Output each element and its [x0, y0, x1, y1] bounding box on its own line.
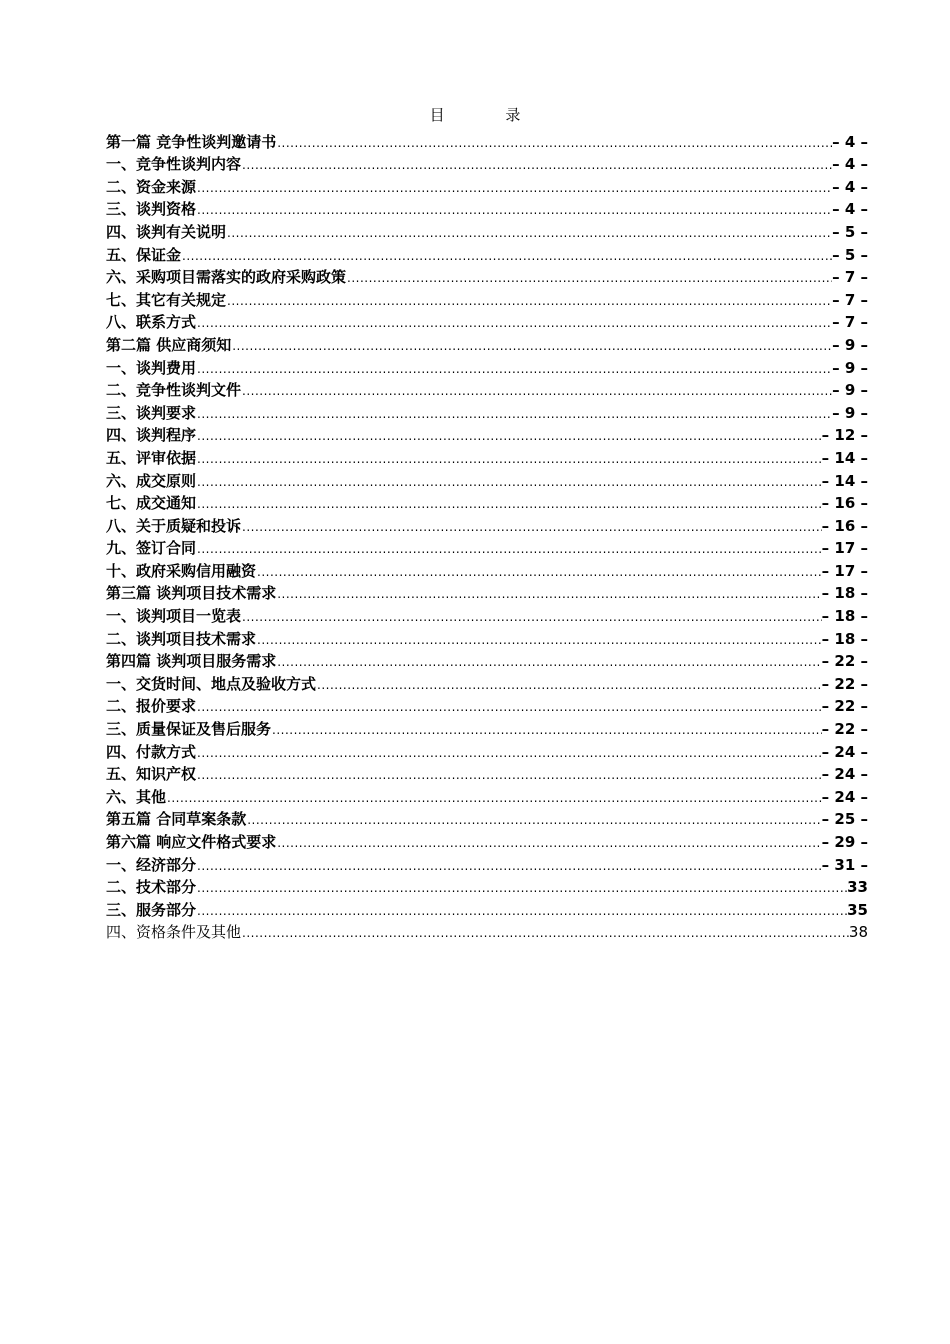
toc-entry[interactable]	[106, 649, 868, 672]
toc-dot-leader	[226, 292, 832, 310]
toc-entry-label: 七、其它有关规定	[106, 290, 227, 309]
toc-entry-page-number: – 16 –	[821, 494, 868, 513]
toc-dot-leader	[196, 540, 822, 558]
toc-entry-label: 四、付款方式	[106, 742, 197, 761]
toc-entry-page-number: – 9 –	[832, 403, 868, 422]
toc-dot-leader	[256, 563, 822, 581]
toc-entry[interactable]	[106, 174, 868, 197]
toc-dot-leader	[276, 585, 821, 603]
toc-entry-page-number: – 22 –	[821, 674, 868, 693]
toc-dot-leader	[196, 744, 822, 762]
toc-entry[interactable]	[106, 355, 868, 378]
toc-entry-page-number: – 24 –	[821, 742, 868, 761]
toc-dot-leader	[181, 247, 832, 265]
toc-entry-page-number: – 4 –	[832, 132, 868, 151]
toc-entry-label: 十、政府采购信用融资	[106, 561, 257, 580]
toc-dot-leader	[241, 382, 832, 400]
toc-entry[interactable]	[106, 378, 868, 401]
toc-entry[interactable]	[106, 920, 868, 943]
toc-entry[interactable]	[106, 242, 868, 265]
toc-dot-leader	[246, 811, 821, 829]
toc-entry-page-number: – 31 –	[821, 855, 868, 874]
toc-entry[interactable]	[106, 197, 868, 220]
toc-entry-page-number: 35	[847, 900, 868, 919]
toc-entry-label: 三、谈判要求	[106, 403, 197, 422]
toc-title: 目 录	[429, 106, 549, 124]
toc-entry[interactable]	[106, 491, 868, 514]
toc-entry-label: 八、关于质疑和投诉	[106, 516, 242, 535]
toc-entry-label: 一、谈判费用	[106, 358, 197, 377]
toc-entry[interactable]	[106, 332, 868, 355]
toc-entry-page-number: – 4 –	[832, 155, 868, 174]
toc-entry-label: 五、保证金	[106, 245, 182, 264]
toc-entry-label: 一、经济部分	[106, 855, 197, 874]
toc-entry-label: 第二篇 供应商须知	[106, 335, 232, 354]
toc-entry[interactable]	[106, 152, 868, 175]
toc-entry-page-number: – 4 –	[832, 200, 868, 219]
toc-entry-label: 二、资金来源	[106, 177, 197, 196]
toc-entry-page-number: – 17 –	[821, 539, 868, 558]
toc-entry-label: 第一篇 竞争性谈判邀请书	[106, 132, 277, 151]
toc-entry-label: 七、成交通知	[106, 494, 197, 513]
toc-entry-page-number: – 18 –	[821, 607, 868, 626]
toc-entry-label: 三、谈判资格	[106, 200, 197, 219]
toc-dot-leader	[231, 337, 832, 355]
toc-entry-label: 四、谈判有关说明	[106, 222, 227, 241]
toc-entry[interactable]	[106, 513, 868, 536]
toc-entry-page-number: – 17 –	[821, 561, 868, 580]
toc-entry-page-number: – 9 –	[832, 381, 868, 400]
toc-entry-label: 六、采购项目需落实的政府采购政策	[106, 268, 347, 287]
toc-entry-page-number: – 9 –	[832, 335, 868, 354]
toc-entry-label: 第四篇 谈判项目服务需求	[106, 652, 277, 671]
toc-dot-leader	[196, 360, 832, 378]
toc-dot-leader	[241, 518, 822, 536]
toc-entry-label: 六、成交原则	[106, 471, 197, 490]
toc-dot-leader	[276, 834, 821, 852]
toc-entry[interactable]	[106, 807, 868, 830]
toc-entry-page-number: 33	[847, 878, 868, 897]
toc-dot-leader	[196, 314, 832, 332]
toc-entry-label: 一、竞争性谈判内容	[106, 155, 242, 174]
toc-dot-leader	[241, 924, 849, 942]
toc-entry-page-number: – 16 –	[821, 516, 868, 535]
toc-entry-page-number: – 22 –	[821, 720, 868, 739]
toc-entry[interactable]	[106, 784, 868, 807]
toc-entry-label: 五、评审依据	[106, 448, 197, 467]
toc-entry[interactable]	[106, 581, 868, 604]
toc-entry-label: 三、质量保证及售后服务	[106, 720, 272, 739]
toc-entry-label: 六、其他	[106, 787, 167, 806]
toc-entry-label: 第六篇 响应文件格式要求	[106, 833, 277, 851]
toc-entry-page-number: – 9 –	[832, 358, 868, 377]
toc-entry[interactable]	[106, 558, 868, 581]
toc-entry-page-number: – 5 –	[832, 222, 868, 241]
toc-dot-leader	[196, 698, 822, 716]
toc-entry-label: 二、谈判项目技术需求	[106, 629, 257, 648]
toc-entry-label: 四、资格条件及其他	[106, 923, 242, 942]
toc-entry-page-number: – 24 –	[821, 765, 868, 784]
toc-entry-label: 二、报价要求	[106, 697, 197, 716]
toc-entry-page-number: 38	[848, 923, 868, 942]
toc-dot-leader	[196, 201, 832, 219]
toc-entry-page-number: – 14 –	[821, 471, 868, 490]
toc-dot-leader	[166, 789, 822, 807]
toc-entry-page-number: – 14 –	[821, 448, 868, 467]
toc-entry[interactable]	[106, 445, 868, 468]
toc-dot-leader	[196, 495, 822, 513]
toc-entry-page-number: – 7 –	[832, 313, 868, 332]
toc-dot-leader	[241, 608, 822, 626]
toc-dot-leader	[196, 427, 822, 445]
toc-entry-label: 八、联系方式	[106, 313, 197, 332]
toc-dot-leader	[196, 405, 832, 423]
toc-entry-page-number: – 24 –	[821, 787, 868, 806]
toc-entry[interactable]	[106, 265, 868, 288]
toc-entry[interactable]	[106, 829, 868, 852]
toc-dot-leader	[241, 156, 832, 174]
toc-dot-leader	[346, 269, 832, 287]
toc-entry-label: 一、交货时间、地点及验收方式	[106, 674, 317, 693]
toc-entry[interactable]	[106, 310, 868, 333]
toc-entry-label: 五、知识产权	[106, 765, 197, 784]
toc-entry[interactable]	[106, 129, 868, 152]
toc-entry-page-number: – 7 –	[832, 268, 868, 287]
toc-entry[interactable]	[106, 762, 868, 785]
toc-entry[interactable]	[106, 626, 868, 649]
toc-entry-page-number: – 7 –	[832, 290, 868, 309]
toc-entry[interactable]	[106, 671, 868, 694]
toc-entry[interactable]	[106, 400, 868, 423]
toc-entry[interactable]	[106, 603, 868, 626]
toc-entry[interactable]	[106, 716, 868, 739]
toc-entry-label: 四、谈判程序	[106, 426, 197, 445]
toc-entry[interactable]	[106, 536, 868, 559]
toc-entry-label: 九、签订合同	[106, 539, 197, 558]
toc-dot-leader	[196, 857, 822, 875]
toc-entry-label: 二、竞争性谈判文件	[106, 381, 242, 400]
toc-entry[interactable]	[106, 694, 868, 717]
toc-entry-page-number: – 22 –	[821, 697, 868, 716]
toc-entry-page-number: – 5 –	[832, 245, 868, 264]
toc-entry-page-number: – 18 –	[821, 584, 868, 603]
toc-dot-leader	[196, 179, 832, 197]
toc-entry-label: 二、技术部分	[106, 878, 197, 897]
toc-entry-label: 三、服务部分	[106, 900, 197, 919]
toc-list	[106, 129, 868, 942]
toc-entry[interactable]	[106, 852, 868, 875]
toc-entry[interactable]	[106, 468, 868, 491]
toc-entry-label: 第三篇 谈判项目技术需求	[106, 584, 277, 603]
toc-dot-leader	[196, 902, 847, 920]
toc-dot-leader	[276, 134, 832, 152]
toc-entry-page-number: – 29 –	[821, 833, 868, 851]
toc-entry[interactable]	[106, 423, 868, 446]
toc-dot-leader	[196, 473, 822, 491]
toc-dot-leader	[196, 450, 822, 468]
toc-entry-label: 第五篇 合同草案条款	[106, 810, 247, 829]
toc-dot-leader	[256, 631, 822, 649]
toc-entry-page-number: – 4 –	[832, 177, 868, 196]
toc-entry[interactable]	[106, 219, 868, 242]
toc-entry-label: 一、谈判项目一览表	[106, 607, 242, 626]
toc-dot-leader	[196, 766, 822, 784]
toc-entry[interactable]	[106, 875, 868, 898]
toc-entry-page-number: – 22 –	[821, 652, 868, 671]
toc-dot-leader	[316, 676, 822, 694]
toc-entry-page-number: – 18 –	[821, 629, 868, 648]
toc-entry[interactable]	[106, 897, 868, 920]
toc-dot-leader	[196, 879, 847, 897]
toc-entry-page-number: – 12 –	[821, 426, 868, 445]
toc-dot-leader	[276, 653, 821, 671]
toc-entry[interactable]	[106, 739, 868, 762]
toc-entry[interactable]	[106, 287, 868, 310]
toc-dot-leader	[271, 721, 822, 739]
toc-entry-page-number: – 25 –	[821, 810, 868, 829]
toc-dot-leader	[226, 224, 832, 242]
